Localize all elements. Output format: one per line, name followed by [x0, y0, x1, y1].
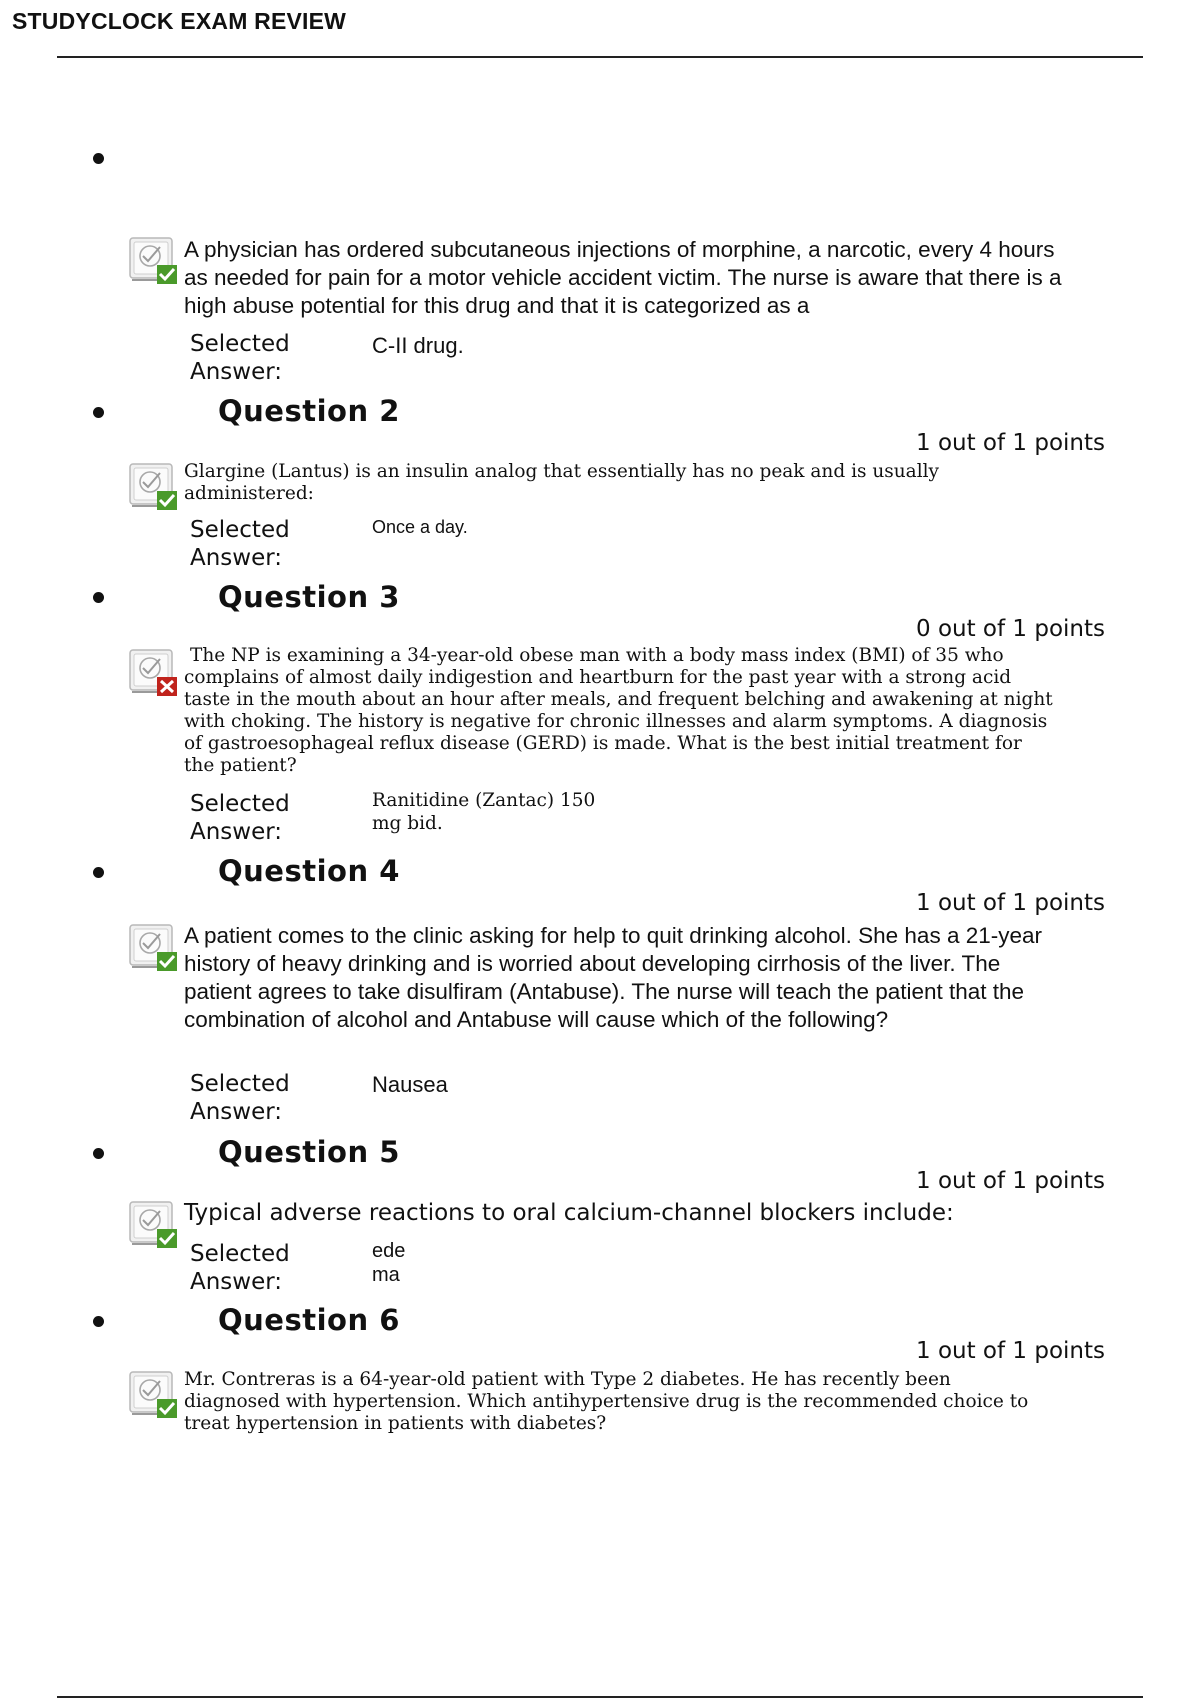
selected-answer-value: C-II drug.	[372, 333, 464, 358]
correct-answer-icon	[128, 1368, 180, 1420]
selected-answer-value: Ranitidine (Zantac) 150 mg bid.	[372, 790, 596, 834]
selected-answer-label: Selected Answer:	[190, 1071, 290, 1125]
list-bullet	[93, 407, 104, 418]
selected-answer-label: Selected Answer:	[190, 1241, 290, 1295]
question-points: 1 out of 1 points	[916, 1168, 1105, 1194]
question-points: 1 out of 1 points	[916, 1338, 1105, 1364]
list-bullet	[93, 592, 104, 603]
question-text: The NP is examining a 34-year-old obese man with a body mass index (BMI) of 35 who complains of almost daily indigestion and heartburn for the past year with a strong acid taste in the mouth about an hour after meals, and frequent belching and awakening at night with choking. The history is negative for chronic illnesses and alarm symptoms. A diagnosis of gastroesophageal reflux disease (GERD) is made. What is the best initial treatment for the patient?	[184, 645, 1053, 776]
question-points: 1 out of 1 points	[916, 890, 1105, 916]
incorrect-answer-icon	[128, 646, 180, 698]
question-text: Mr. Contreras is a 64-year-old patient with Type 2 diabetes. He has recently been diagnosed with hypertension. Which antihypertensive drug is the recommended choice to treat hypertension in patients with diabetes?	[184, 1369, 1029, 1434]
question-text: A patient comes to the clinic asking for help to quit drinking alcohol. She has a 21-year history of heavy drinking and is worried about developing cirrhosis of the liver. The patient agrees to take disulfiram (Antabuse). The nurse will teach the patient that the combination of alcohol and Antabuse will cause which of the following?	[184, 923, 1042, 1032]
question-title: Question 5	[218, 1135, 400, 1169]
correct-answer-icon	[128, 1198, 180, 1250]
list-bullet	[93, 1148, 104, 1159]
list-bullet	[93, 1316, 104, 1327]
question-text: Typical adverse reactions to oral calcium-channel blockers include:	[184, 1200, 954, 1226]
selected-answer-label: Selected Answer:	[190, 331, 290, 385]
footer-divider	[57, 1696, 1143, 1698]
question-text: Glargine (Lantus) is an insulin analog that essentially has no peak and is usually administered:	[184, 461, 939, 504]
selected-answer-value: ede ma	[372, 1240, 406, 1286]
question-text: A physician has ordered subcutaneous injections of morphine, a narcotic, every 4 hours as needed for pain for a motor vehicle accident victim. The nurse is aware that there is a high abuse potential for this drug and that it is categorized as a	[184, 237, 1062, 318]
question-points: 1 out of 1 points	[916, 430, 1105, 456]
question-title: Question 3	[218, 580, 400, 614]
selected-answer-value: Once a day.	[372, 517, 468, 537]
question-title: Question 4	[218, 854, 400, 888]
selected-answer-label: Selected Answer:	[190, 791, 290, 845]
correct-answer-icon	[128, 921, 180, 973]
question-title: Question 6	[218, 1303, 400, 1337]
question-title: Question 2	[218, 394, 400, 428]
page-title: STUDYCLOCK EXAM REVIEW	[12, 8, 347, 34]
list-bullet	[93, 153, 104, 164]
correct-answer-icon	[128, 234, 180, 286]
list-bullet	[93, 867, 104, 878]
selected-answer-value: Nausea	[372, 1072, 448, 1097]
question-points: 0 out of 1 points	[916, 616, 1105, 642]
header-divider	[57, 56, 1143, 58]
correct-answer-icon	[128, 460, 180, 512]
selected-answer-label: Selected Answer:	[190, 517, 290, 571]
